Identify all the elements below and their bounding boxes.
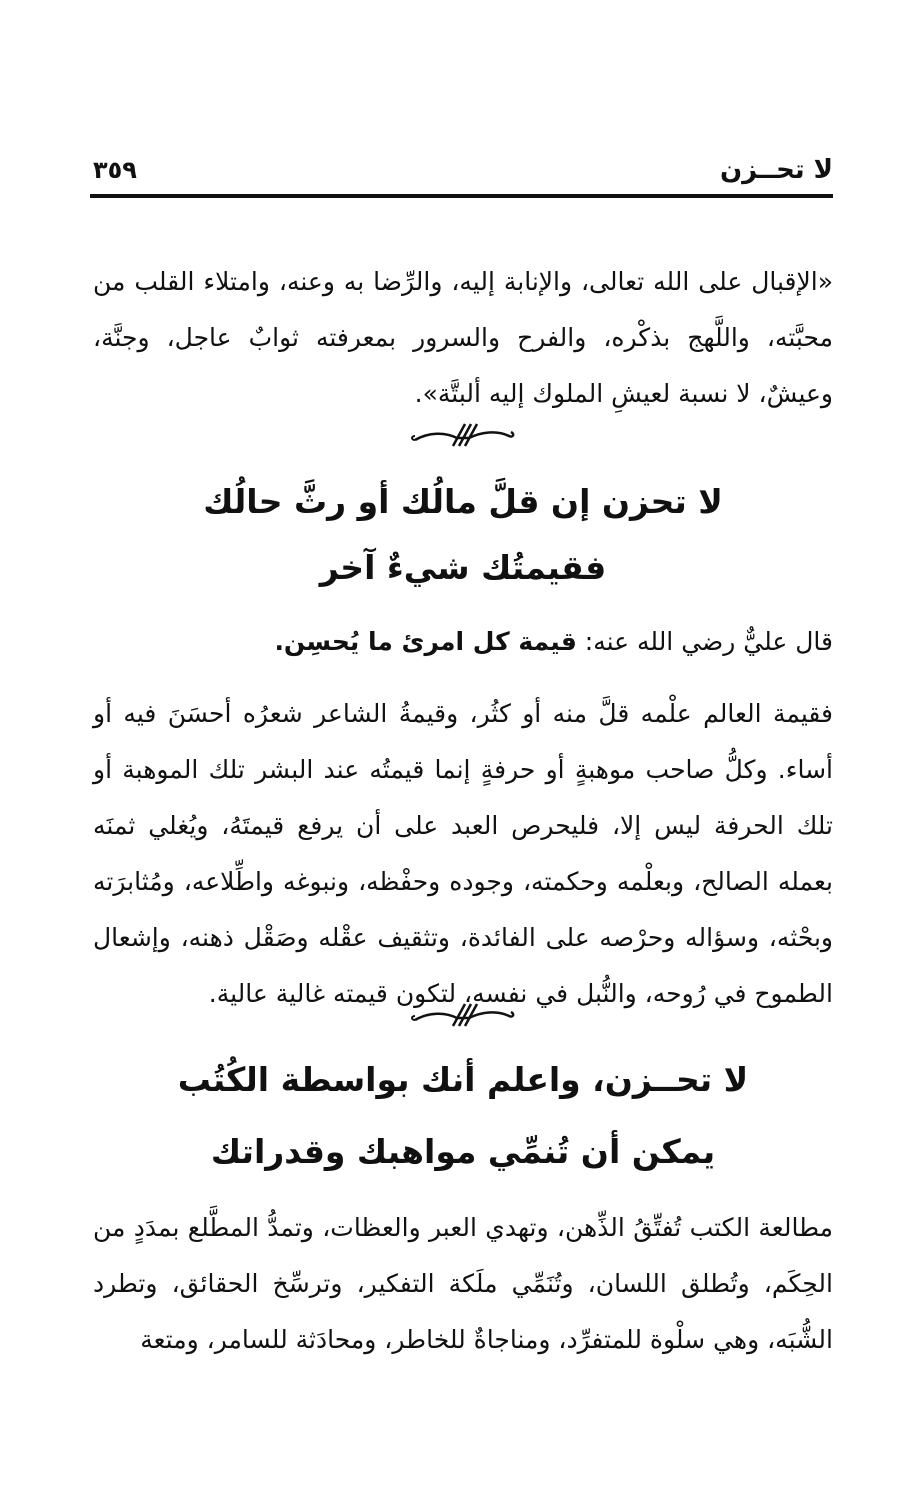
running-title: لا تحــزن — [719, 155, 833, 185]
header-rule — [90, 194, 833, 198]
page-header — [93, 150, 833, 190]
page-number: ٣٥٩ — [93, 156, 137, 184]
section2-heading-line1: لا تحــزن، واعلم أنك بواسطة الكُتُب — [177, 1060, 749, 1099]
section2-body: مطالعة الكتب تُفتِّقُ الذِّهن، وتهدي العبر والعظات، وتمدُّ المطَّلع بمدَدٍ من الحِكَم، وتُطلق اللسان، وتُنَمِّي ملَكة التفكير، وترسِّخ الحقائق، وتطرد الشُّبَه، وهي سلْوة للمتفرِّد، ومناجاةٌ للخاطر، ومحادَثة للسامر، ومتعة — [93, 1213, 833, 1354]
section1-body: فقيمة العالم علْمه قلَّ منه أو كثُر، وقيمةُ الشاعر شعرُه أحسَنَ فيه أو أساء. وكلُّ صاحب موهبةٍ أو حرفةٍ إنما قيمتُه عند البشر تلك الموهبة أو تلك الحرفة ليس إلا، فليحرص العبد على أن يرفع قيمتَهُ، ويُغلي ثمنَه بعمله الصالح، وبعلْمه وحكمته، وجوده وحفْظه، ونبوغه واطِّلاعه، ومُثابرَته وبحْثه، وسؤاله وحرْصه على الفائدة، وتثقيف عقْله وصَقْل ذهنه، وإشعال الطموح في رُوحه، والنُّبل في نفسه، لتكون قيمته غالية عالية. — [93, 699, 833, 1008]
saying-intro: قال عليٌّ رضي الله عنه: — [576, 627, 833, 656]
saying-quote: قيمة كل امرئ ما يُحسِن. — [274, 627, 577, 656]
saying-paragraph — [93, 614, 833, 670]
section2-heading-line2: يمكن أن تُنمِّي مواهبك وقدراتك — [210, 1132, 716, 1171]
quote-paragraph: «الإقبال على الله تعالى، والإنابة إليه، والرِّضا به وعنه، وامتلاء القلب من محبَّته، واللَّهج بذكْره، والفرح والسرور بمعرفته ثوابٌ عاجل، وجنَّة، وعيشٌ، لا نسبة لعيشِ الملوك إليه ألبتَّة». — [93, 267, 833, 408]
decorative-flourish-icon — [405, 418, 521, 452]
section1-heading-line2: فقيمتُك شيءٌ آخر — [319, 548, 607, 587]
section1-heading-line1: لا تحزن إن قلَّ مالُك أو رثَّ حالُك — [203, 482, 723, 521]
decorative-flourish-icon — [405, 998, 521, 1032]
